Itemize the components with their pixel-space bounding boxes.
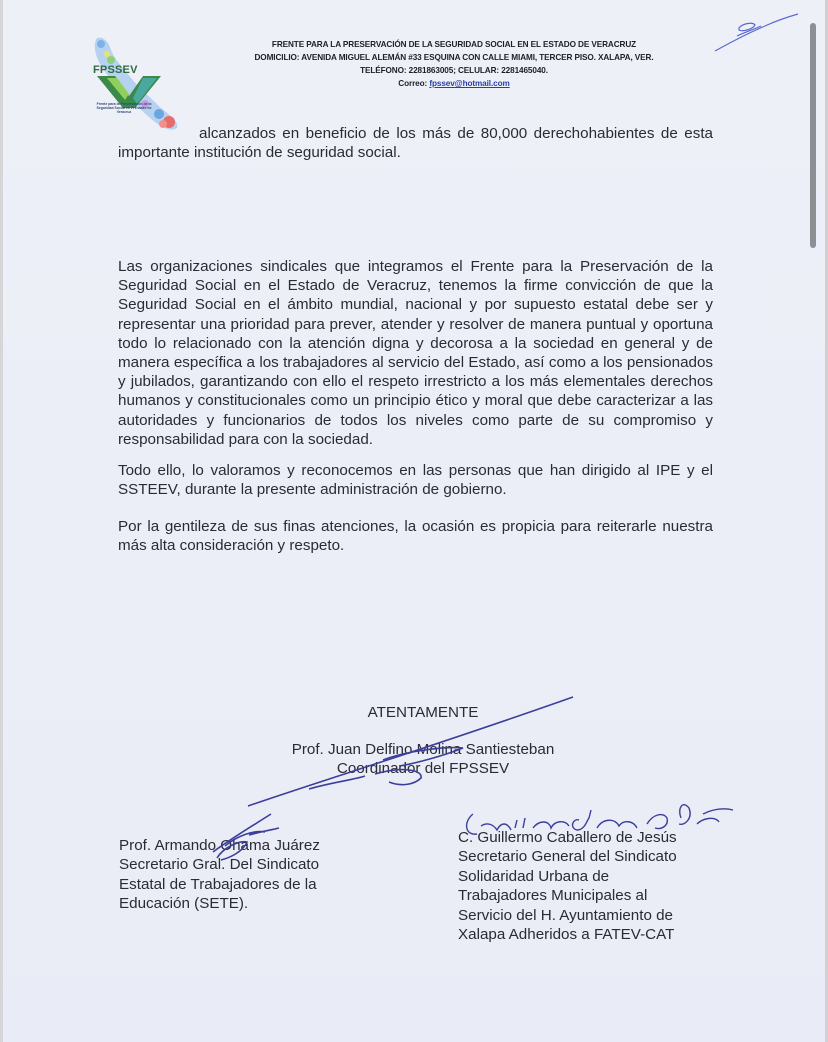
signatory-fatev-cat [458,828,758,944]
paragraph-front-conviction: Las organizaciones sindicales que integramos el Frente para la Preservación de la Seguridad Social en el Estado de Veracruz, tenemos la firme convicción de que la Seguridad Social en el ámbito mundial, nacional y por supuesto estatal debe ser y representar una prioridad para prever, atender y resolver de manera puntual y oportuna todo lo relacionado con la atención digna y decorosa a la sociedad en general y de manera específica a los trabajadores al servicio del Estado, así como a los pensionados y jubilados, garantizando con ello el respeto irrestricto a los más elementales derechos humanos y constitucionales como un principio ético y moral que debe caracterizar a las autoridades y funcionarios de todos los niveles como parte de su compromiso y responsabilidad para con la sociedad. [118,258,713,448]
signatory-line: C. Guillermo Caballero de Jesús [458,829,677,846]
organization-name: FRENTE PARA LA PRESERVACIÓN DE LA SEGURIDAD SOCIAL EN EL ESTADO DE VERACRUZ [271,40,637,49]
signatory-line: Prof. Armando Ohama Juárez [119,837,320,854]
letterhead [199,38,709,90]
logo-caption: Frente para la Preservación de la Seguridad Social en el Estado de Veracruz [96,102,152,114]
paragraph-recognition: Todo ello, lo valoramos y reconocemos en las personas que han dirigido al IPE y el SSTEEV, durante la presente administración de gobierno. [118,462,713,499]
initials-signature-icon [703,6,803,56]
signatory-line: Secretario General del Sindicato [458,848,677,866]
fpssev-logo [89,34,185,132]
vertical-scrollbar[interactable] [810,23,816,248]
organization-email-row [199,77,709,90]
veracruz-map-icon [89,34,185,132]
signatory-line: Educación (SETE). [119,895,249,913]
paragraph-regards: Por la gentileza de sus finas atenciones, la ocasión es propicia para reiterarle nuestra más alta consideración y respeto. [118,518,713,555]
organization-address: DOMICILIO: AVENIDA MIGUEL ALEMÁN #33 ESQUINA CON CALLE MIAMI, TERCER PISO. XALAPA, VER. [254,53,654,62]
signatory-line: Solidaridad Urbana de [458,867,610,885]
signatory-line: Trabajadores Municipales al [458,887,648,905]
signatory-line: Estatal de Trabajadores de la [119,875,317,893]
signatory-line: Xalapa Adheridos a FATEV-CAT [458,926,675,944]
signatory-line: Servicio del H. Ayuntamiento de [458,906,673,924]
organization-phone: TELÉFONO: 2281863005; CELULAR: 2281465040. [360,66,548,75]
coordinator-title: Coordinador del FPSSEV [336,760,510,777]
logo-acronym: FPSSEV [93,64,138,76]
continuation-paragraph: alcanzados en beneficio de los más de 80,000 derechohabientes de esta importante institución de seguridad social. [118,125,713,162]
email-link[interactable]: fpssev@hotmail.com [429,79,510,88]
email-label: Correo: [398,79,430,88]
document-page [3,0,825,1042]
closing-salutation: ATENTAMENTE [367,704,479,721]
signatory-sete [119,836,379,914]
signatory-line: Secretario Gral. Del Sindicato [119,856,320,874]
coordinator-name: Prof. Juan Delfino Molina Santiesteban [291,741,555,758]
